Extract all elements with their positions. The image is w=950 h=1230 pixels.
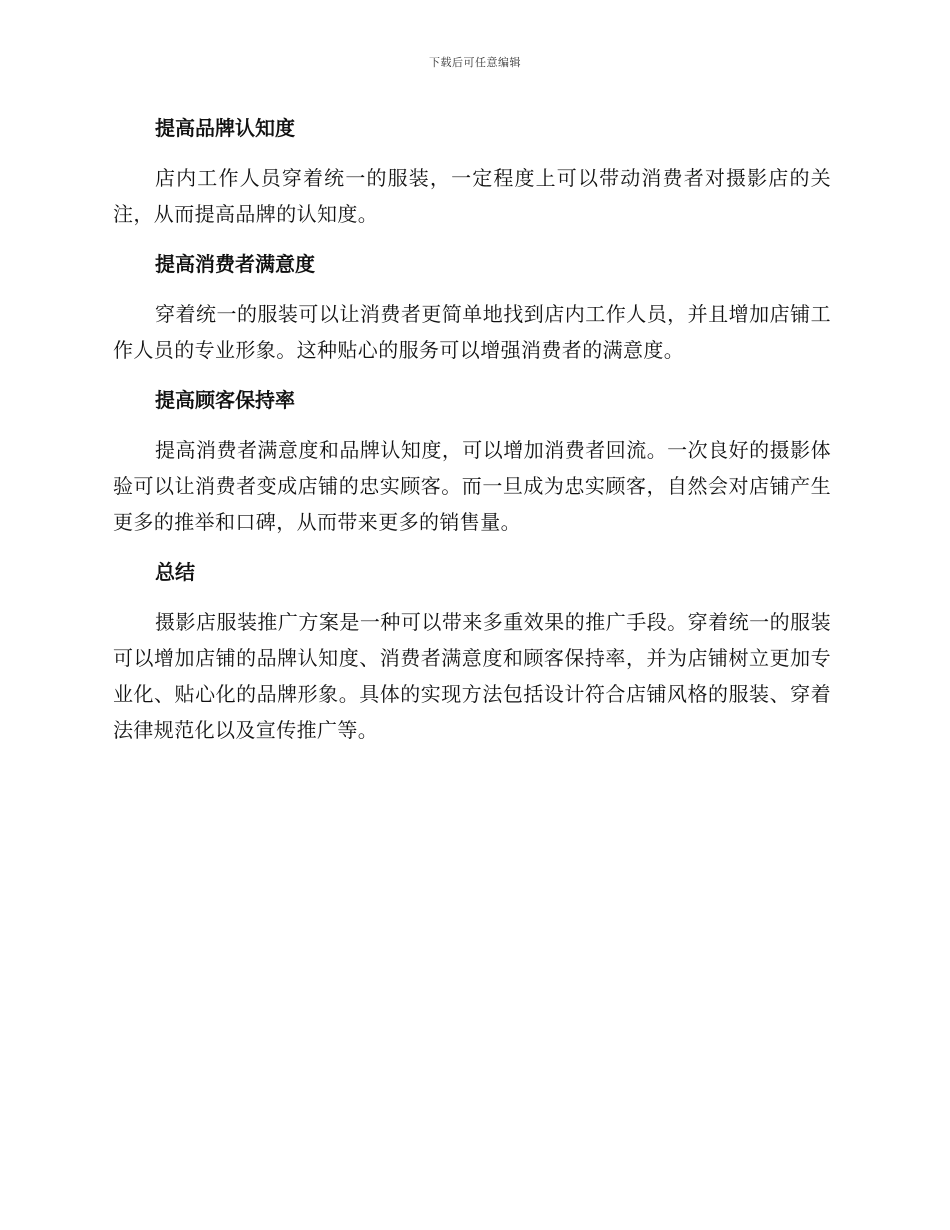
page-header-note: 下载后可任意编辑 <box>429 56 521 69</box>
section-heading: 总结 <box>155 560 195 584</box>
section-brand-awareness <box>113 108 831 244</box>
section-paragraph: 店内工作人员穿着统一的服装，一定程度上可以带动消费者对摄影店的关注，从而提高品牌的认知度。 <box>113 166 831 226</box>
section-customer-satisfaction <box>113 244 831 380</box>
section-heading: 提高消费者满意度 <box>155 252 315 276</box>
section-heading: 提高顾客保持率 <box>155 388 295 412</box>
section-paragraph: 穿着统一的服装可以让消费者更简单地找到店内工作人员，并且增加店铺工作人员的专业形象。这种贴心的服务可以增强消费者的满意度。 <box>113 302 831 362</box>
section-paragraph: 提高消费者满意度和品牌认知度，可以增加消费者回流。一次良好的摄影体验可以让消费者变成店铺的忠实顾客。而一旦成为忠实顾客，自然会对店铺产生更多的推举和口碑，从而带来更多的销售量。 <box>113 438 831 534</box>
document-body <box>113 108 831 748</box>
section-heading: 提高品牌认知度 <box>155 116 295 140</box>
section-summary <box>113 552 831 748</box>
section-paragraph: 摄影店服装推广方案是一种可以带来多重效果的推广手段。穿着统一的服装可以增加店铺的品牌认知度、消费者满意度和顾客保持率，并为店铺树立更加专业化、贴心化的品牌形象。具体的实现方法包括设计符合店铺风格的服装、穿着法律规范化以及宣传推广等。 <box>113 610 831 742</box>
section-customer-retention <box>113 380 831 552</box>
